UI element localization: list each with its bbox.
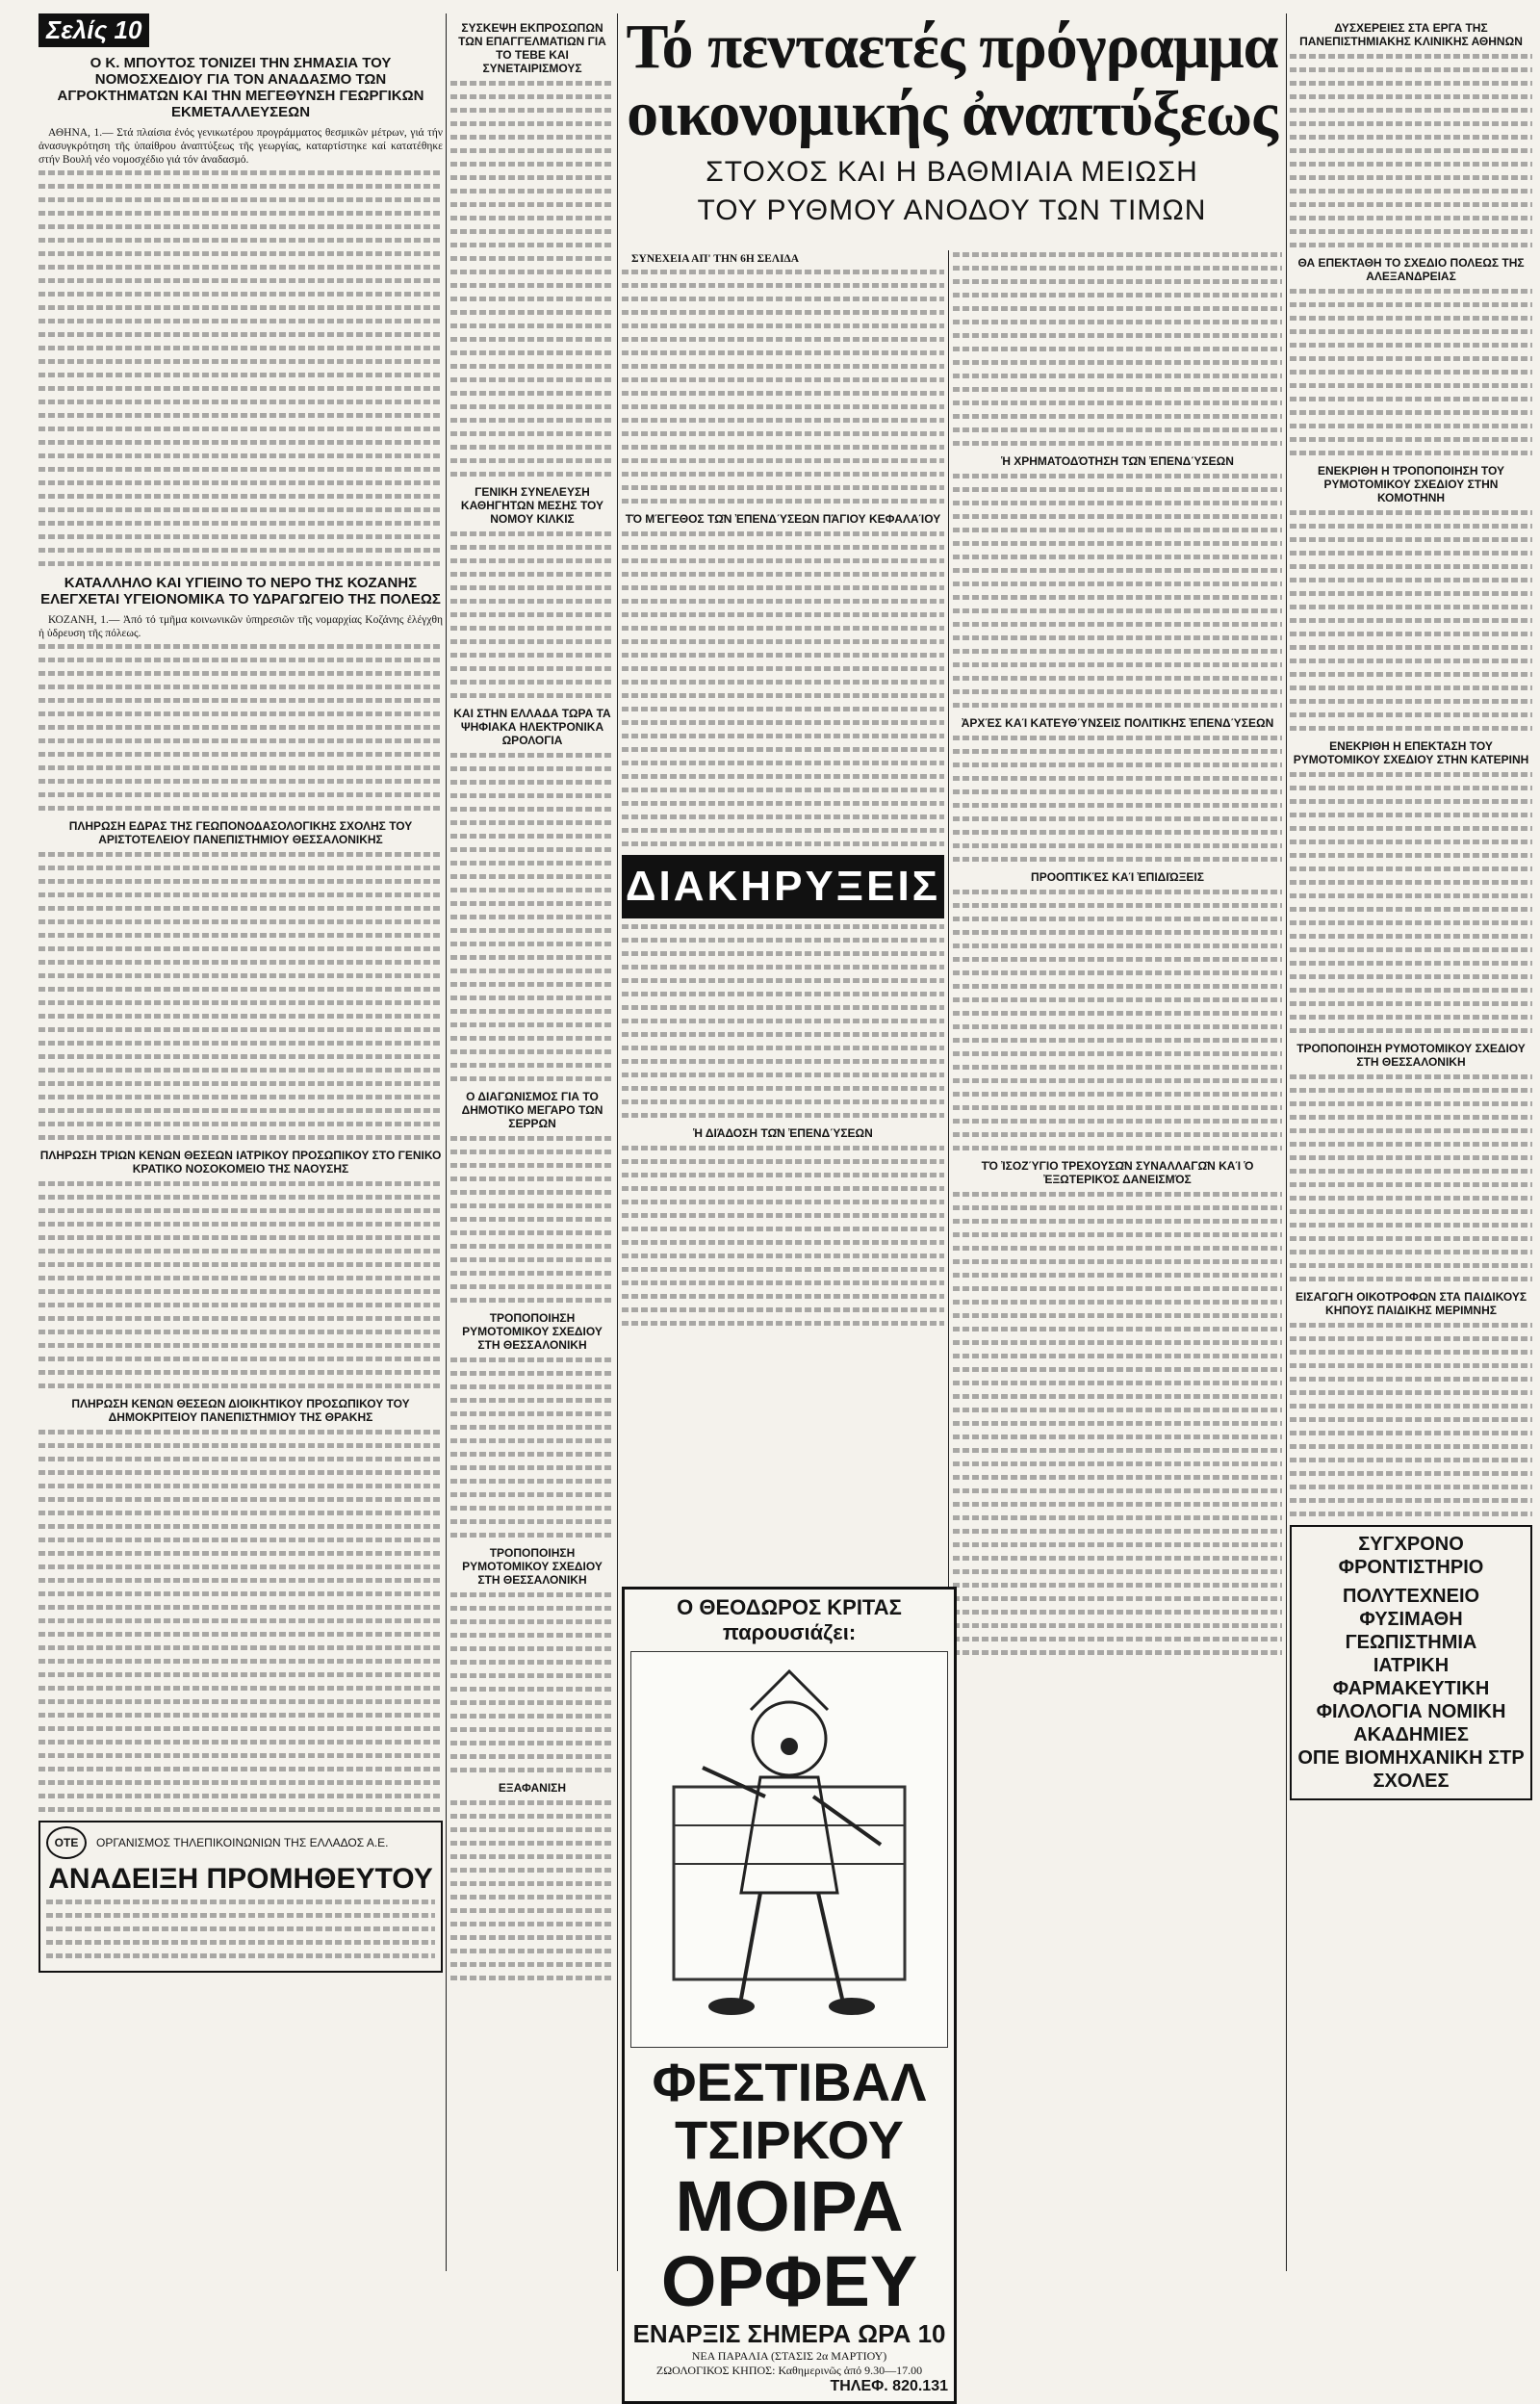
ote-advertisement bbox=[38, 1821, 443, 1973]
main-subtitle-line-2: ΤΟΥ ΡΥΘΜΟΥ ΑΝΟΔΟΥ ΤΩΝ ΤΙΜΩΝ bbox=[697, 194, 1207, 226]
ad-opening: ΕΝΑΡΞΙΣ ΣΗΜΕΡΑ ΩΡΑ 10 bbox=[632, 2319, 946, 2348]
main-article-left bbox=[622, 252, 944, 1334]
headline-komotini: ΕΝΕΚΡΙΘΗ Η ΤΡΟΠΟΠΟΙΗΣΗ ΤΟΥ ΡΥΜΟΤΟΜΙΚΟΥ ΣΧΕΔΙΟΥ ΣΤΗΝ ΚΟΜΟΤΗΝΗ bbox=[1318, 464, 1504, 504]
headline-thessaloniki-plan-1: ΤΡΟΠΟΠΟΙΗΣΗ ΡΥΜΟΤΟΜΙΚΟΥ ΣΧΕΔΙΟΥ ΣΤΗ ΘΕΣΣΑΛΟΝΙΚΗ bbox=[462, 1311, 603, 1352]
continuation-note: ΣΥΝΕΧΕΙΑ ΑΠ' ΤΗΝ 6Η ΣΕΛΙΔΑ bbox=[631, 253, 800, 265]
column-right bbox=[1290, 13, 1532, 1806]
text-block bbox=[1290, 772, 1532, 1033]
main-article-right bbox=[953, 252, 1282, 1664]
column-rule bbox=[617, 13, 618, 2271]
text-block bbox=[450, 531, 614, 698]
headline-clinic-works: ΔΥΣΧΕΡΕΙΕΣ ΣΤΑ ΕΡΓΑ ΤΗΣ ΠΑΝΕΠΙΣΤΗΜΙΑΚΗΣ ΚΛΙΝΙΚΗΣ ΑΘΗΝΩΝ bbox=[1299, 21, 1523, 48]
headline-thessaloniki-plan-2: ΤΡΟΠΟΠΟΙΗΣΗ ΡΥΜΟΤΟΜΙΚΟΥ ΣΧΕΔΙΟΥ ΣΤΗ ΘΕΣΣΑΛΟΝΙΚΗ bbox=[462, 1546, 603, 1587]
headline-naousa-hospital: ΠΛΗΡΩΣΗ ΤΡΙΩΝ ΚΕΝΩΝ ΘΕΣΕΩΝ ΙΑΤΡΙΚΟΥ ΠΡΟΣΩΠΙΚΟΥ ΣΤΟ ΓΕΝΙΚΟ ΚΡΑΤΙΚΟ ΝΟΣΟΚΟΜΕΙΟ ΤΗΣ ΝΑΟΥΣΗΣ bbox=[39, 1149, 442, 1176]
headline-thrace-university: ΠΛΗΡΩΣΗ ΚΕΝΩΝ ΘΕΣΕΩΝ ΔΙΟΙΚΗΤΙΚΟΥ ΠΡΟΣΩΠΙΚΟΥ ΤΟΥ ΔΗΜΟΚΡΙΤΕΙΟΥ ΠΑΝΕΠΙΣΤΗΜΙΟΥ ΤΗΣ ΘΡΑΚΗΣ bbox=[71, 1397, 410, 1424]
text-block bbox=[38, 1181, 443, 1388]
main-article-header bbox=[622, 13, 1282, 233]
article-kozani-lead: ΚΟΖΑΝΗ, 1.— Ἀπό τό τμῆμα κοινωνικῶν ὑπηρεσιῶν τῆς νομαρχίας Κοζάνης ἐλέγχθη ἡ ὑδρευση τῆς πόλεως. bbox=[38, 614, 443, 639]
headline-kilkis-teachers: ΓΕΝΙΚΗ ΣΥΝΕΛΕΥΣΗ ΚΑΘΗΓΗΤΩΝ ΜΕΣΗΣ ΤΟΥ ΝΟΜΟΥ ΚΙΛΚΙΣ bbox=[460, 485, 604, 526]
tutoring-title: ΣΥΓΧΡΟΝΟ ΦΡΟΝΤΙΣΤΗΡΙΟ bbox=[1338, 1534, 1484, 1578]
text-block bbox=[1290, 1074, 1532, 1281]
ote-ad-title: ΑΝΑΔΕΙΞΗ ΠΡΟΜΗΘΕΥΤΟΥ bbox=[48, 1863, 433, 1895]
text-block bbox=[622, 531, 944, 846]
subhead-prospects: ΠΡΟΟΠΤΙΚΈΣ ΚΑΊ ἘΠΙΔΙΏΞΕΙΣ bbox=[1031, 870, 1204, 884]
text-block bbox=[622, 270, 944, 504]
tutoring-advertisement bbox=[1290, 1525, 1532, 1800]
text-block bbox=[953, 474, 1282, 708]
text-block bbox=[953, 890, 1282, 1150]
text-block bbox=[450, 1800, 614, 1980]
headline-katerini: ΕΝΕΚΡΙΘΗ Η ΕΠΕΚΤΑΣΗ ΤΟΥ ΡΥΜΟΤΟΜΙΚΟΥ ΣΧΕΔΙΟΥ ΣΤΗΝ ΚΑΤΕΡΙΝΗ bbox=[1293, 739, 1529, 766]
ad-festival: ΦΕΣΤΙΒΑΛ ΤΣΙΡΚΟΥ bbox=[652, 2052, 927, 2170]
ad-presenter: Ο ΘΕΟΔΩΡΟΣ ΚΡΙΤΑΣ παρουσιάζει: bbox=[677, 1595, 902, 1644]
text-block bbox=[38, 170, 443, 566]
headline-thessaloniki-plan-3: ΤΡΟΠΟΠΟΙΗΣΗ ΡΥΜΟΤΟΜΙΚΟΥ ΣΧΕΔΙΟΥ ΣΤΗ ΘΕΣΣΑΛΟΝΙΚΗ bbox=[1296, 1042, 1526, 1069]
ote-organization: ΟΡΓΑΝΙΣΜΟΣ ΤΗΛΕΠΙΚΟΙΝΩΝΙΩΝ ΤΗΣ ΕΛΛΑΔΟΣ Α.Ε. bbox=[96, 1836, 389, 1850]
text-block bbox=[450, 753, 614, 1081]
main-subtitle-line-1: ΣΤΟΧΟΣ ΚΑΙ Η ΒΑΘΜΙΑΙΑ ΜΕΙΩΣΗ bbox=[706, 156, 1198, 188]
main-headline-line-1: Τό πενταετές πρόγραμμα bbox=[626, 12, 1278, 82]
subhead-investment-principles: ἈΡΧΈΣ ΚΑΊ ΚΑΤΕΥΘΎΝΣΕΙΣ ΠΟΛΙΤΙΚΗ͂Σ ἘΠΕΝΔΎΣΕΩΝ bbox=[961, 716, 1274, 730]
text-block bbox=[1290, 54, 1532, 247]
clown-drawing-icon bbox=[631, 1652, 947, 2047]
text-block bbox=[1290, 289, 1532, 455]
text-block bbox=[1290, 510, 1532, 731]
headline-geoponiki: ΠΛΗΡΩΣΗ ΕΔΡΑΣ ΤΗΣ ΓΕΩΠΟΝΟΔΑΣΟΛΟΓΙΚΗΣ ΣΧΟΛΗΣ ΤΟΥ ΑΡΙΣΤΟΤΕΛΕΙΟΥ ΠΑΝΕΠΙΣΤΗΜΙΟΥ ΘΕΣΣΑΛΟΝΙΚΗΣ bbox=[68, 819, 413, 846]
headline-disappearance: ΕΞΑΦΑΝΙΣΗ bbox=[498, 1781, 567, 1795]
subhead-investment-spread: Ἡ ΔΙΆΔΟΣΗ ΤΩ͂Ν ἘΠΕΝΔΎΣΕΩΝ bbox=[693, 1126, 873, 1140]
text-block bbox=[450, 1592, 614, 1772]
headline-kindergartens: ΕΙΣΑΓΩΓΗ ΟΙΚΟΤΡΟΦΩΝ ΣΤΑ ΠΑΙΔΙΚΟΥΣ ΚΗΠΟΥΣ ΠΑΙΔΙΚΗΣ ΜΕΡΙΜΝΗΣ bbox=[1295, 1290, 1527, 1317]
clown-illustration bbox=[630, 1651, 948, 2048]
circus-advertisement bbox=[622, 1587, 957, 2404]
headline-boutos: Ο Κ. ΜΠΟΥΤΟΣ ΤΟΝΙΖΕΙ ΤΗΝ ΣΗΜΑΣΙΑ ΤΟΥ ΝΟΜΟΣΧΕΔΙΟΥ ΓΙΑ ΤΟΝ ΑΝΑΔΑΣΜΟ ΤΩΝ ΑΓΡΟΚΤΗΜΑΤΩΝ ΚΑΙ ΤΗΝ ΜΕΓΕΘΥΝΣΗ ΓΕΩΡΓΙΚΩΝ ΕΚΜΕΤΑΛΛΕΥΣΕΩΝ bbox=[57, 55, 424, 120]
ote-logo: ΟΤΕ bbox=[46, 1826, 87, 1859]
text-block bbox=[450, 1357, 614, 1538]
text-block bbox=[38, 852, 443, 1140]
tutoring-line-2: ΙΑΤΡΙΚΗ ΦΑΡΜΑΚΕΥΤΙΚΗ bbox=[1332, 1655, 1490, 1699]
ad-zoo-hours: ΖΩΟΛΟΓΙΚΟΣ ΚΗΠΟΣ: Καθημερινῶς ἀπό 9.30—17.00 bbox=[655, 2364, 923, 2377]
subhead-investment-size: ΤΌ ΜΈΓΕΘΟΣ ΤΩ͂Ν ἘΠΕΝΔΎΣΕΩΝ ΠΆΓΙΟΥ ΚΕΦΑΛΑΊΟΥ bbox=[625, 512, 941, 526]
column-rule bbox=[446, 13, 447, 2271]
main-headline-line-2: οικονομικής ἀναπτύξεως bbox=[627, 79, 1277, 149]
headline-serres-competition: Ο ΔΙΑΓΩΝΙΣΜΟΣ ΓΙΑ ΤΟ ΔΗΜΟΤΙΚΟ ΜΕΓΑΡΟ ΤΩΝ ΣΕΡΡΩΝ bbox=[461, 1090, 603, 1130]
announcements-banner: ΔΙΑΚΗΡΥΞΕΙΣ bbox=[622, 855, 944, 918]
text-block bbox=[953, 1192, 1282, 1655]
text-block bbox=[38, 644, 443, 811]
text-block bbox=[1290, 1323, 1532, 1516]
headline-kozani-water: ΚΑΤΑΛΛΗΛΟ ΚΑΙ ΥΓΙΕΙΝΟ ΤΟ ΝΕΡΟ ΤΗΣ ΚΟΖΑΝΗΣ ΕΛΕΓΧΕΤΑΙ ΥΓΕΙΟΝΟΜΙΚΑ ΤΟ ΥΔΡΑΓΩΓΕΙΟ ΤΗΣ ΠΟΛΕΩΣ bbox=[40, 575, 441, 607]
subhead-investment-finance: Ἡ ΧΡΗΜΑΤΟΔΌΤΗΣΗ ΤΩ͂Ν ἘΠΕΝΔΎΣΕΩΝ bbox=[1001, 454, 1234, 468]
ad-phone: ΤΗΛΕΦ. 820.131 bbox=[830, 2378, 948, 2394]
text-block bbox=[622, 924, 944, 1118]
text-block bbox=[953, 252, 1282, 446]
tutoring-line-1: ΠΟΛΥΤΕΧΝΕΙΟ ΦΥΣΙΜΑΘΗ ΓΕΩΠΙΣΤΗΜΙΑ bbox=[1342, 1586, 1480, 1653]
headline-alexandreia: ΘΑ ΕΠΕΚΤΑΘΗ ΤΟ ΣΧΕΔΙΟ ΠΟΛΕΩΣ ΤΗΣ ΑΛΕΞΑΝΔΡΕΙΑΣ bbox=[1297, 256, 1525, 283]
tutoring-line-3: ΦΙΛΟΛΟΓΙΑ ΝΟΜΙΚΗ ΑΚΑΔΗΜΙΕΣ bbox=[1316, 1701, 1506, 1745]
column-rule bbox=[1286, 13, 1287, 2271]
text-block bbox=[450, 81, 614, 477]
page-number-badge: Σελίς 10 bbox=[38, 13, 149, 47]
ad-circus-name: ΜΟΙΡΑ ΟΡΦΕΥ bbox=[660, 2166, 918, 2321]
text-block bbox=[450, 1136, 614, 1303]
column-narrow bbox=[450, 13, 614, 1989]
text-block bbox=[622, 1146, 944, 1326]
article-boutos-lead: ΑΘΗΝΑ, 1.— Στά πλαίσια ἐνός γενικωτέρου προγράμματος θεσμικῶν μέτρων, γιά τήν ἀνασυγκρότηση τῆς ὑπαίθρου ἀναπτύξεως τῆς γεωργίας, καταρτίστηκε καί κατατέθηκε στήν Βουλή νέο νομοσχέδιο γιά τόν ἀναδασμό. bbox=[38, 127, 443, 166]
headline-digital-clocks: ΚΑΙ ΣΤΗΝ ΕΛΛΑΔΑ ΤΩΡΑ ΤΑ ΨΗΦΙΑΚΑ ΗΛΕΚΤΡΟΝΙΚΑ ΩΡΟΛΟΓΙΑ bbox=[453, 707, 611, 747]
column-left bbox=[38, 13, 443, 1978]
headline-tebe: ΣΥΣΚΕΨΗ ΕΚΠΡΟΣΩΠΩΝ ΤΩΝ ΕΠΑΓΓΕΛΜΑΤΙΩΝ ΓΙΑ ΤΟ ΤΕΒΕ ΚΑΙ ΣΥΝΕΤΑΙΡΙΣΜΟΥΣ bbox=[458, 21, 606, 75]
ad-location: ΝΕΑ ΠΑΡΑΛΙΑ (ΣΤΑΣΙΣ 2α ΜΑΡΤΙΟΥ) bbox=[691, 2349, 887, 2363]
text-block bbox=[38, 1430, 443, 1812]
text-block bbox=[953, 736, 1282, 862]
subhead-current-account: ΤΌ ἸΣΟΖΎΓΙΟ ΤΡΕΧΟΥΣΩ͂Ν ΣΥΝΑΛΛΑΓΩ͂Ν ΚΑΊ Ὁ ἘΞΩΤΕΡΙΚΌΣ ΔΑΝΕΙΣΜΌΣ bbox=[981, 1159, 1254, 1186]
tutoring-line-4: ΟΠΕ ΒΙΟΜΗΧΑΝΙΚΗ ΣΤΡ ΣΧΟΛΕΣ bbox=[1297, 1747, 1525, 1792]
